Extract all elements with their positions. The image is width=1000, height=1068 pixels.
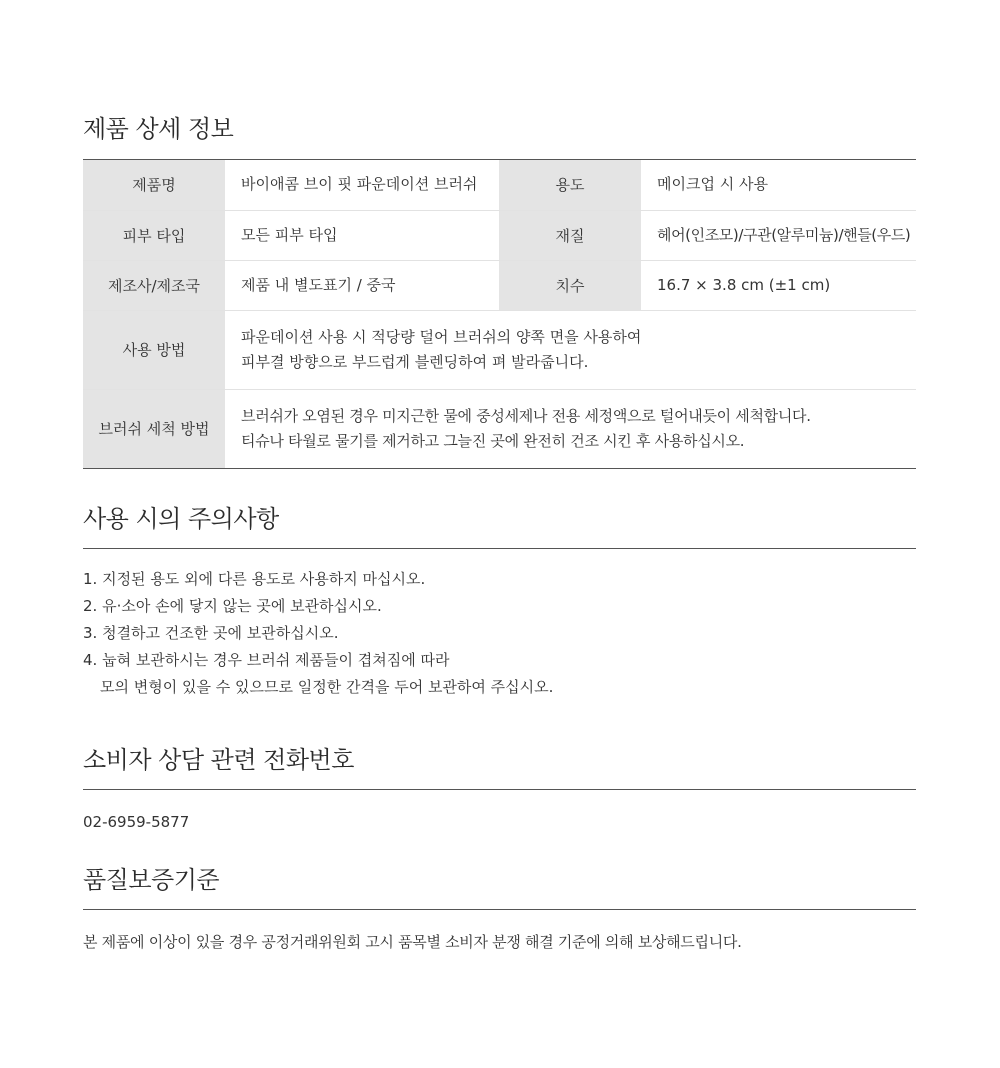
quality-rule [83, 909, 916, 910]
label-size: 치수 [499, 260, 641, 310]
label-purpose: 용도 [499, 160, 641, 210]
phone-rule [83, 789, 916, 790]
phone-section [83, 743, 916, 777]
cleaning-line-1: 브러쉬가 오염된 경우 미지근한 물에 중성세제나 전용 세정액으로 털어내듯이 세척합니다. [241, 406, 811, 425]
label-manufacturer: 제조사/제조국 [83, 260, 225, 310]
product-details-table-wrapper [83, 159, 916, 469]
value-manufacturer: 제품 내 별도표기 / 중국 [225, 260, 499, 310]
label-cleaning: 브러쉬 세척 방법 [83, 389, 225, 468]
value-usage [225, 310, 916, 389]
label-product-name: 제품명 [83, 160, 225, 210]
caution-item-4-continued: 모의 변형이 있을 수 있으므로 일정한 간격을 두어 보관하여 주십시오. [100, 678, 554, 696]
quality-title: 품질보증기준 [83, 866, 220, 894]
caution-section [83, 502, 916, 536]
label-skin-type: 피부 타입 [83, 210, 225, 260]
value-purpose: 메이크업 시 사용 [641, 160, 916, 210]
value-material: 헤어(인조모)/구관(알루미늄)/핸들(우드) [641, 210, 916, 260]
quality-section [83, 863, 916, 897]
caution-title: 사용 시의 주의사항 [83, 505, 279, 533]
quality-rule-wrap [83, 909, 916, 910]
caution-item-2: 2. 유·소아 손에 닿지 않는 곳에 보관하십시오. [83, 597, 382, 615]
caution-item-3: 3. 청결하고 건조한 곳에 보관하십시오. [83, 624, 339, 642]
table-row [83, 160, 916, 210]
value-size: 16.7 × 3.8 cm (±1 cm) [641, 260, 916, 310]
usage-line-2: 피부결 방향으로 부드럽게 블렌딩하여 펴 발라줍니다. [241, 352, 589, 371]
quality-text-wrap [83, 931, 916, 953]
table-row [83, 210, 916, 260]
caution-item-4: 4. 눕혀 보관하시는 경우 브러쉬 제품들이 겹쳐짐에 따라 [83, 651, 450, 669]
table-row [83, 260, 916, 310]
value-cleaning [225, 389, 916, 468]
table-row [83, 310, 916, 389]
table-bottom-rule [83, 468, 916, 469]
caution-rule-wrap [83, 548, 916, 549]
phone-number-wrap [83, 811, 916, 833]
table-row [83, 389, 916, 468]
quality-text: 본 제품에 이상이 있을 경우 공정거래위원회 고시 품목별 소비자 분쟁 해결 기준에 의해 보상해드립니다. [83, 933, 742, 951]
caution-list [83, 566, 916, 701]
label-usage: 사용 방법 [83, 310, 225, 389]
label-material: 재질 [499, 210, 641, 260]
phone-rule-wrap [83, 789, 916, 790]
cleaning-line-2: 티슈나 타월로 물기를 제거하고 그늘진 곳에 완전히 건조 시킨 후 사용하십시오. [241, 431, 745, 450]
caution-item-1: 1. 지정된 용도 외에 다른 용도로 사용하지 마십시오. [83, 570, 426, 588]
value-skin-type: 모든 피부 타입 [225, 210, 499, 260]
product-details-section [83, 112, 916, 146]
caution-rule [83, 548, 916, 549]
product-details-table [83, 160, 916, 468]
usage-line-1: 파운데이션 사용 시 적당량 덜어 브러쉬의 양쪽 면을 사용하여 [241, 327, 642, 346]
value-product-name: 바이애콤 브이 핏 파운데이션 브러쉬 [225, 160, 499, 210]
phone-number: 02-6959-5877 [83, 813, 190, 831]
phone-title: 소비자 상담 관련 전화번호 [83, 746, 354, 774]
product-details-title: 제품 상세 정보 [83, 115, 234, 143]
